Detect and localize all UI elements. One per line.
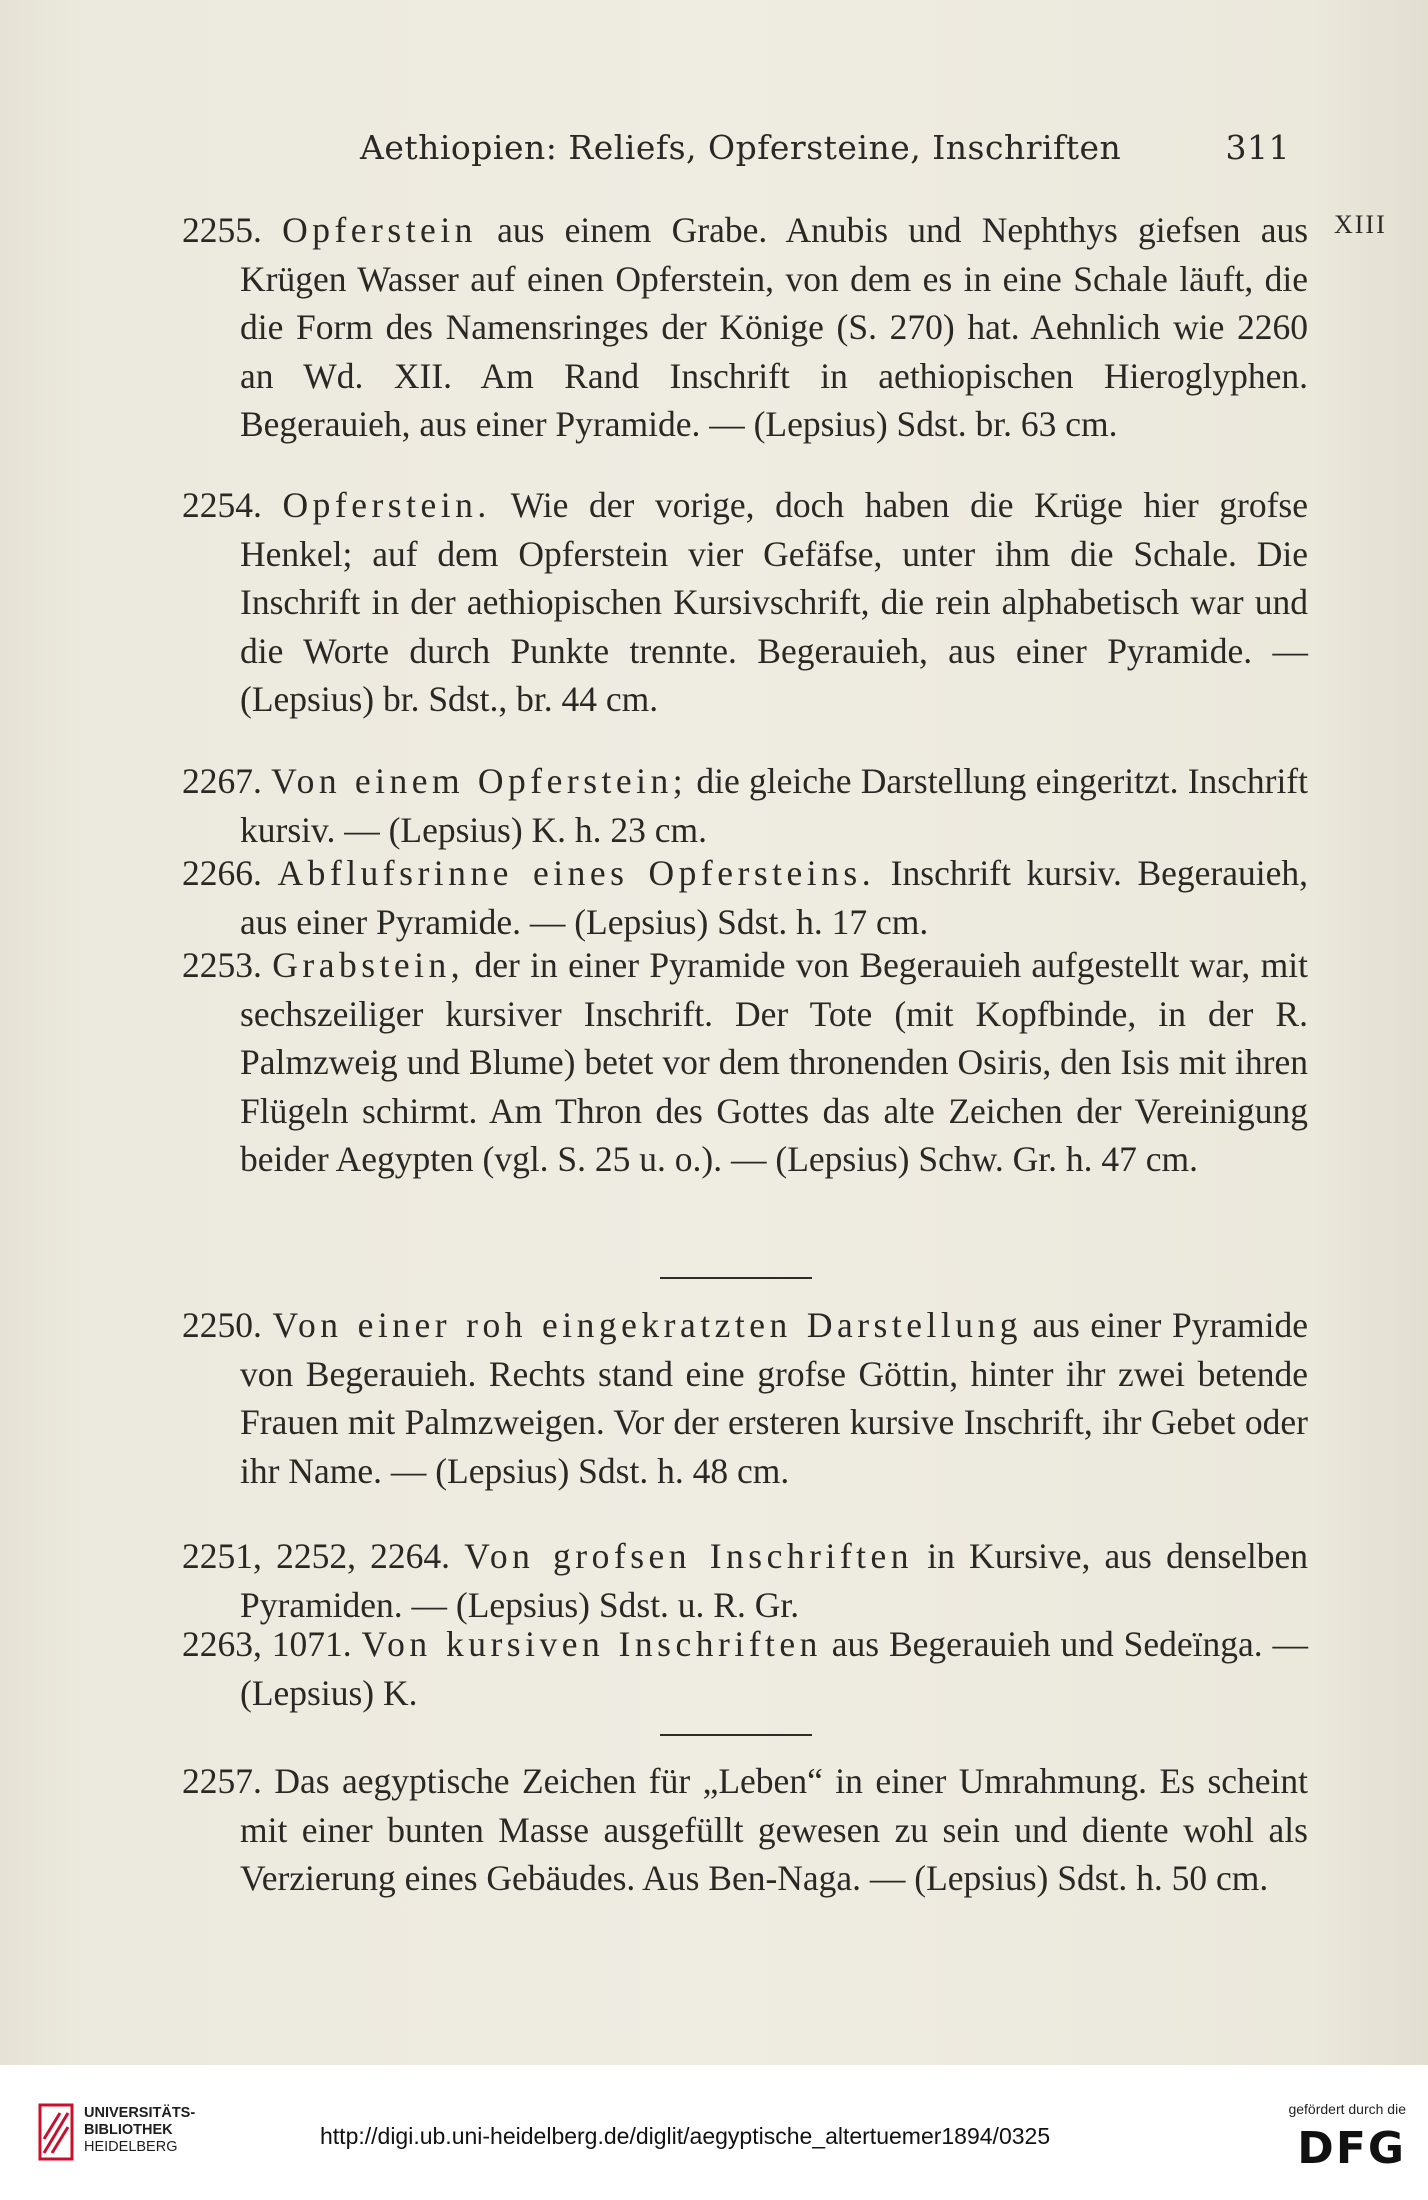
entry-number: 2251, 2252, 2264. [182, 1536, 451, 1576]
entry-heading: Opferstein. [282, 485, 491, 525]
entry-text: Inschrift kursiv. Begerauieh, aus einer Pyramide. — (Lepsius) Sdst. h. 17 cm. [240, 853, 1308, 942]
running-title: Aethiopien: Reliefs, Opfersteine, Inschriften [360, 128, 1122, 167]
entry-text: die gleiche Darstellung eingeritzt. Inschrift kursiv. — (Lepsius) K. h. 23 cm. [240, 761, 1308, 850]
catalog-entry [182, 481, 1308, 724]
entry-number: 2254. [182, 485, 262, 525]
dfg-logo: DFG [1297, 2123, 1406, 2174]
entry-text: aus Begerauieh und Sedeïnga. — (Lepsius) K. [240, 1624, 1309, 1713]
catalog-entry [182, 1620, 1308, 1717]
entry-text: in Kursive, aus denselben Pyramiden. — (Lepsius) Sdst. u. R. Gr. [240, 1536, 1309, 1625]
entry-text: Das aegyptische Zeichen für „Leben“ in einer Umrahmung. Es scheint mit einer bunten Masse ausgefüllt gewesen zu sein und diente wohl als Verzierung eines Gebäudes. Aus Ben-Naga. — (Lepsius) Sdst. h. 50 cm. [240, 1761, 1308, 1899]
library-logo-icon [38, 2103, 74, 2161]
entry-text: Wie der vorige, doch haben die Krüge hier grofse Henkel; auf dem Opferstein vier Gefäfse, unter ihm die Schale. Die Inschrift in der aethiopischen Kursivschrift, die rein alphabetisch war und die Worte durch Punkte trennte. Begerauieh, aus einer Pyramide. — (Lepsius) br. Sdst., br. 44 cm. [240, 485, 1308, 720]
catalog-entry [182, 757, 1308, 854]
section-divider [660, 1734, 812, 1736]
entry-text: der in einer Pyramide von Begerauieh aufgestellt war, mit sechszeiliger kursiver Inschrift. Der Tote (mit Kopfbinde, in der R. Palmzweig und Blume) betet vor dem thronenden Osiris, den Isis mit ihren Flügeln schirmt. Am Thron des Gottes das alte Zeichen der Vereinigung beider Aegypten (vgl. S. 25 u. o.). — (Lepsius) Schw. Gr. h. 47 cm. [240, 945, 1309, 1180]
catalog-entry [182, 941, 1308, 1184]
catalog-entry [182, 1757, 1308, 1903]
entry-number: 2266. [182, 853, 262, 893]
section-divider [660, 1277, 812, 1279]
entry-number: 2255. [182, 210, 262, 250]
entry-heading: Grabstein, [272, 945, 465, 985]
margin-room-mark: XIII [1334, 210, 1387, 239]
entry-number: 2253. [182, 945, 262, 985]
entry-heading: Opferstein [282, 210, 477, 250]
entry-number: 2263, 1071. [182, 1624, 352, 1664]
entry-heading: Von einer roh eingekratzten Darstellung [272, 1305, 1022, 1345]
funding-note: gefördert durch die [1288, 2101, 1406, 2117]
catalog-entry [182, 206, 1308, 449]
entry-number: 2250. [182, 1305, 262, 1345]
entry-heading: Von grofsen Inschriften [464, 1536, 914, 1576]
entry-number: 2257. [182, 1761, 262, 1801]
page-number: 311 [1225, 128, 1290, 167]
catalog-entry [182, 849, 1308, 946]
entry-heading: Abflufsrinne eines Opfersteins. [277, 853, 876, 893]
entry-text: aus einer Pyramide von Begerauieh. Rechts stand eine grofse Göttin, hinter ihr zwei betende Frauen mit Palmzweigen. Vor der ersteren kursive Inschrift, ihr Gebet oder ihr Name. — (Lepsius) Sdst. h. 48 cm. [240, 1305, 1309, 1491]
running-header [360, 128, 1290, 184]
entry-text: aus einem Grabe. Anubis und Nephthys giefsen aus Krügen Wasser auf einen Opferstein, von dem es in eine Schale läuft, die die Form des Namensringes der Könige (S. 270) hat. Aehnlich wie 2260 an Wd. XII. Am Rand Inschrift in aethiopischen Hieroglyphen. Begerauieh, aus einer Pyramide. — (Lepsius) Sdst. br. 63 cm. [240, 210, 1309, 445]
entry-number: 2267. [182, 761, 262, 801]
catalog-entry [182, 1301, 1308, 1495]
permalink-url[interactable]: http://digi.ub.uni-heidelberg.de/diglit/aegyptische_altertuemer1894/0325 [320, 2123, 1051, 2149]
entry-heading: Von kursiven Inschriften [361, 1624, 822, 1664]
catalog-entry [182, 1532, 1308, 1629]
entry-heading: Von einem Opferstein; [271, 761, 688, 801]
viewer-footer [0, 2065, 1428, 2200]
library-name: UNIVERSITÄTS- BIBLIOTHEK HEIDELBERG [84, 2105, 196, 2155]
